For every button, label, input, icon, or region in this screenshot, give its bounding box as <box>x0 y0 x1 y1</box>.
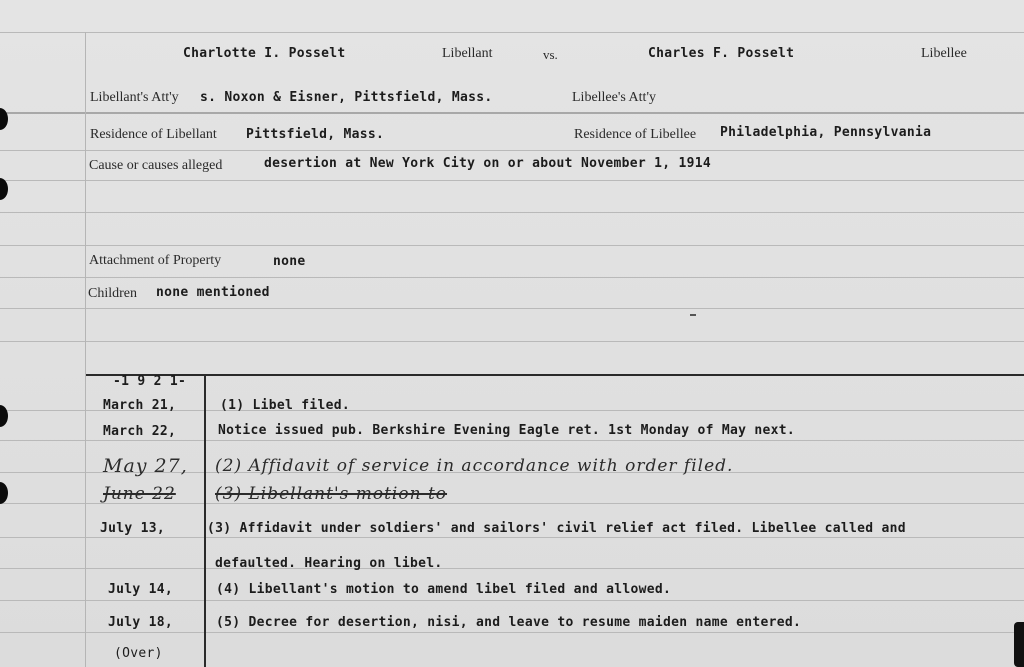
ruled-line <box>0 32 1024 33</box>
ruled-line <box>0 341 1024 342</box>
ruled-line <box>0 308 1024 309</box>
ruled-line <box>0 112 1024 114</box>
libellee-residence-value: Philadelphia, Pennsylvania <box>720 125 932 140</box>
docket-year: -1 9 2 1- <box>113 374 187 389</box>
card-edge-clip <box>1014 622 1024 667</box>
ruled-line <box>0 245 1024 246</box>
versus-label: vs. <box>543 47 558 62</box>
entry-text-struck: (3) Libellant's motion to <box>215 484 448 504</box>
libellee-name: Charles F. Posselt <box>648 46 795 61</box>
ruled-line <box>0 440 1024 441</box>
ruled-line <box>0 212 1024 213</box>
entry-date: March 22, <box>103 424 177 439</box>
libellee-atty-label: Libellee's Att'y <box>572 90 656 105</box>
libellee-label: Libellee <box>921 46 967 61</box>
entry-text: (5) Decree for desertion, nisi, and leave to resume maiden name entered. <box>216 615 802 630</box>
entry-text: (4) Libellant's motion to amend libel filed and allowed. <box>216 582 672 597</box>
entry-text: (3) Affidavit under soldiers' and sailors' civil relief act filed. Libellee called and <box>207 521 906 536</box>
entry-date: July 14, <box>108 582 174 597</box>
pencil-mark <box>690 314 696 316</box>
entry-text: Notice issued pub. Berkshire Evening Eagle ret. 1st Monday of May next. <box>218 423 795 438</box>
punch-hole <box>0 482 8 504</box>
entry-date-handwritten: May 27, <box>103 455 188 477</box>
attachment-value: none <box>273 254 306 269</box>
date-column-divider <box>204 374 206 667</box>
entry-date-struck: June 22 <box>103 484 176 504</box>
cause-value: desertion at New York City on or about November 1, 1914 <box>264 156 711 171</box>
attachment-label: Attachment of Property <box>89 253 222 268</box>
entry-text: (1) Libel filed. <box>220 398 351 413</box>
entry-date: July 18, <box>108 615 174 630</box>
cause-label: Cause or causes alleged <box>89 158 223 173</box>
docket-top-rule <box>86 374 1024 376</box>
over-note: (Over) <box>114 646 163 661</box>
entry-text-continued: defaulted. Hearing on libel. <box>215 556 443 571</box>
libellant-residence-label: Residence of Libellant <box>90 127 217 142</box>
children-label: Children <box>88 286 137 301</box>
children-value: none mentioned <box>156 285 270 300</box>
ruled-line <box>0 277 1024 278</box>
libellant-atty-value: s. Noxon & Eisner, Pittsfield, Mass. <box>200 90 493 105</box>
libellant-name: Charlotte I. Posselt <box>183 46 346 61</box>
margin-line <box>85 32 86 667</box>
punch-hole <box>0 178 8 200</box>
libellee-residence-label: Residence of Libellee <box>574 127 697 142</box>
punch-hole <box>0 405 8 427</box>
entry-date: July 13, <box>100 521 166 536</box>
ruled-line <box>0 537 1024 538</box>
ruled-line <box>0 568 1024 569</box>
libellant-atty-label: Libellant's Att'y <box>90 90 179 105</box>
entry-date: March 21, <box>103 398 177 413</box>
entry-text-handwritten: (2) Affidavit of service in accordance with order filed. <box>215 456 734 476</box>
ruled-line <box>0 632 1024 633</box>
libellant-residence-value: Pittsfield, Mass. <box>246 127 385 142</box>
libellant-label: Libellant <box>442 46 493 61</box>
ruled-line <box>0 180 1024 181</box>
ruled-line <box>0 600 1024 601</box>
ruled-line <box>0 150 1024 151</box>
